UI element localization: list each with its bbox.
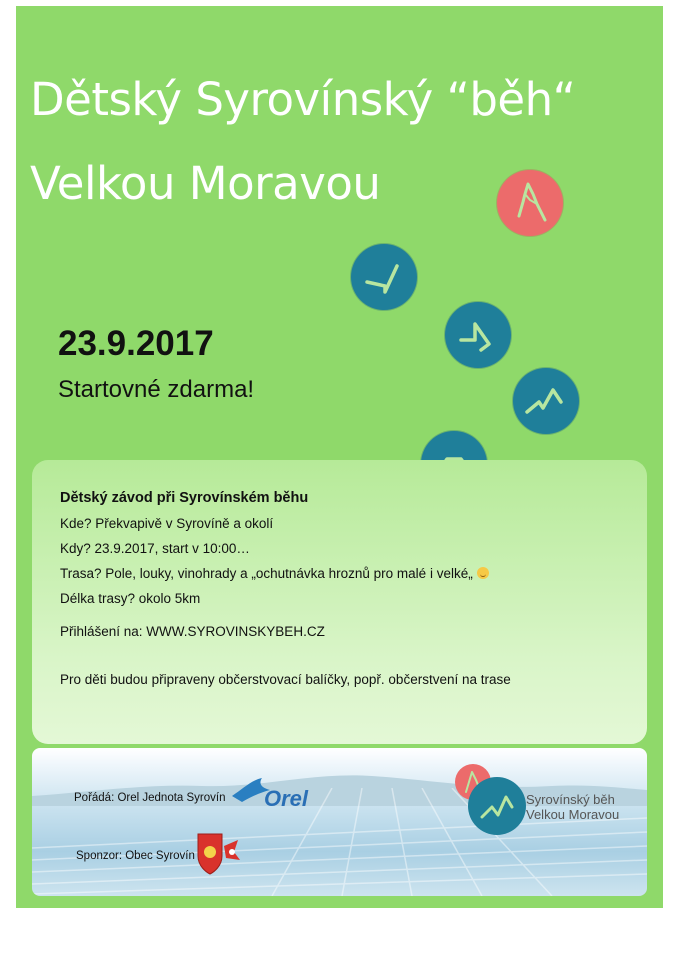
info-when: Kdy? 23.9.2017, start v 10:00… <box>60 541 250 556</box>
crest-icon <box>194 830 242 878</box>
footer-banner <box>32 748 647 896</box>
brand-line-1: Syrovínský běh <box>526 792 615 807</box>
orel-logo-icon <box>228 776 324 810</box>
free-entry-text: Startovné zdarma! <box>58 376 255 403</box>
info-registration: Přihlášení na: WWW.SYROVINSKYBEH.CZ <box>60 624 325 639</box>
info-route: Trasa? Pole, louky, vinohrady a „ochutnávka hroznů pro malé i velké„ <box>60 566 473 581</box>
poster-title <box>30 58 575 226</box>
sponsor-text: Sponzor: Obec Syrovín <box>76 850 195 862</box>
title-line-1: Dětský Syrovínský “běh“ <box>30 73 576 126</box>
organizer-text: Pořádá: Orel Jednota Syrovín <box>74 792 226 804</box>
brand-text <box>526 792 619 822</box>
info-heading: Dětský závod při Syrovínském běhu <box>60 490 309 506</box>
brand-line-2: Velkou Moravou <box>526 807 620 822</box>
smiley-icon <box>477 567 489 579</box>
orel-logo-text: Orel <box>264 786 309 810</box>
poster <box>16 6 663 908</box>
info-refreshments: Pro děti budou připraveny občerstvovací balíčky, popř. občerstvení na trase <box>60 672 511 687</box>
route-circle-icon <box>445 302 511 368</box>
info-route-line <box>60 566 489 581</box>
route-circle-icon <box>497 170 563 236</box>
route-circle-icon <box>468 777 526 835</box>
info-where: Kde? Překvapivě v Syrovíně a okolí <box>60 516 274 531</box>
route-circle-icon <box>351 244 417 310</box>
info-box <box>32 460 647 744</box>
event-date: 23.9.2017 <box>58 324 214 363</box>
title-line-2: Velkou Moravou <box>30 157 381 210</box>
route-circle-icon <box>513 368 579 434</box>
info-length: Délka trasy? okolo 5km <box>60 591 201 606</box>
